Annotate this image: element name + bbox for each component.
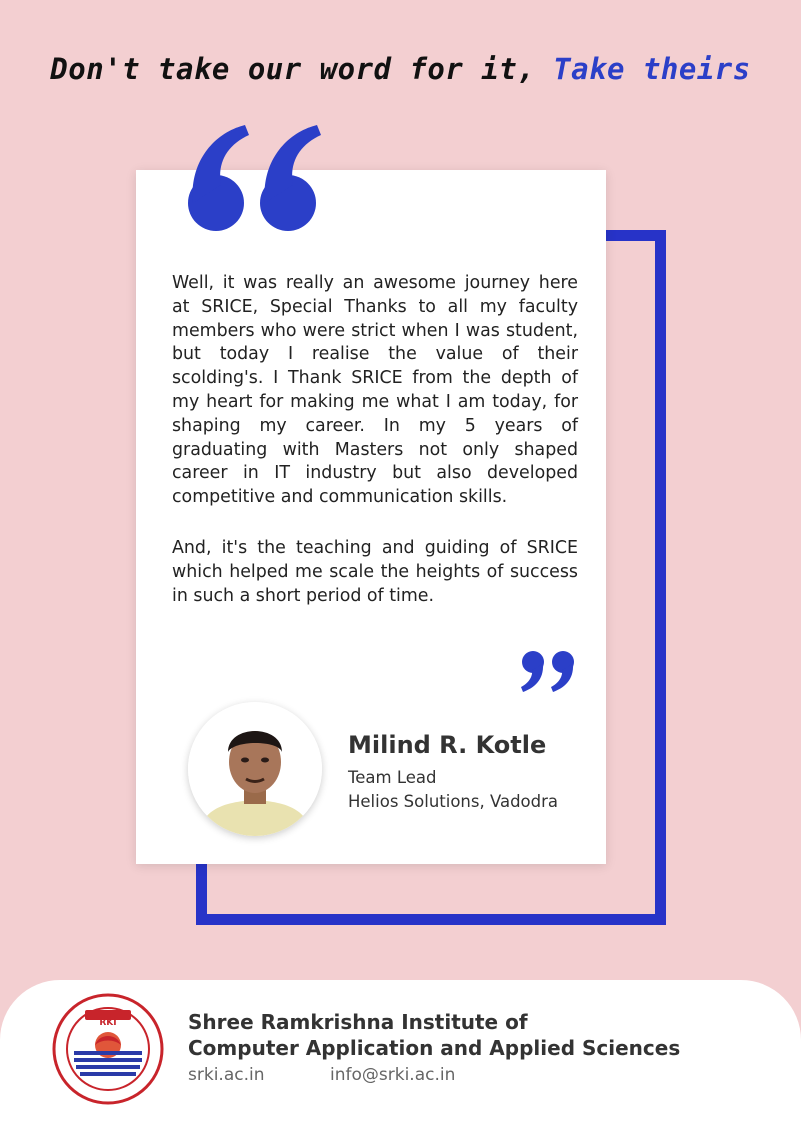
quote-close-icon (520, 650, 578, 692)
person-name: Milind R. Kotle (348, 731, 547, 759)
page-headline (0, 52, 801, 86)
institute-name-line-2: Computer Application and Applied Sciences (188, 1036, 681, 1060)
person-company: Helios Solutions, Vadodra (348, 792, 559, 811)
website-link[interactable]: srki.ac.in (188, 1065, 265, 1085)
testimonial-paragraph-1: Well, it was really an awesome journey here at SRICE, Special Thanks to all my faculty members who were strict when I was student, but today I realise the value of their scolding's. I Thank SRICE from the depth of my heart for making me what I am today, for shaping my career. In my 5 years of graduating with Masters not only shaped career in IT industry but also developed competitive and communication skills. (172, 273, 578, 508)
institute-name-line-1: Shree Ramkrishna Institute of (188, 1010, 528, 1034)
quote-open-icon (183, 123, 323, 233)
headline-accent: Take theirs (553, 52, 751, 86)
logo-text: RKI (99, 1018, 117, 1028)
testimonial-text (172, 272, 578, 635)
testimonial-paragraph-2: And, it's the teaching and guiding of SRICE which helped me scale the heights of success in such a short period of time. (172, 537, 578, 606)
email-link[interactable]: info@srki.ac.in (330, 1065, 456, 1085)
institute-logo (52, 993, 164, 1105)
avatar (188, 702, 322, 836)
person-portrait (188, 702, 322, 836)
headline-text: Don't take our word for it, (50, 52, 554, 86)
person-role: Team Lead (348, 768, 437, 787)
